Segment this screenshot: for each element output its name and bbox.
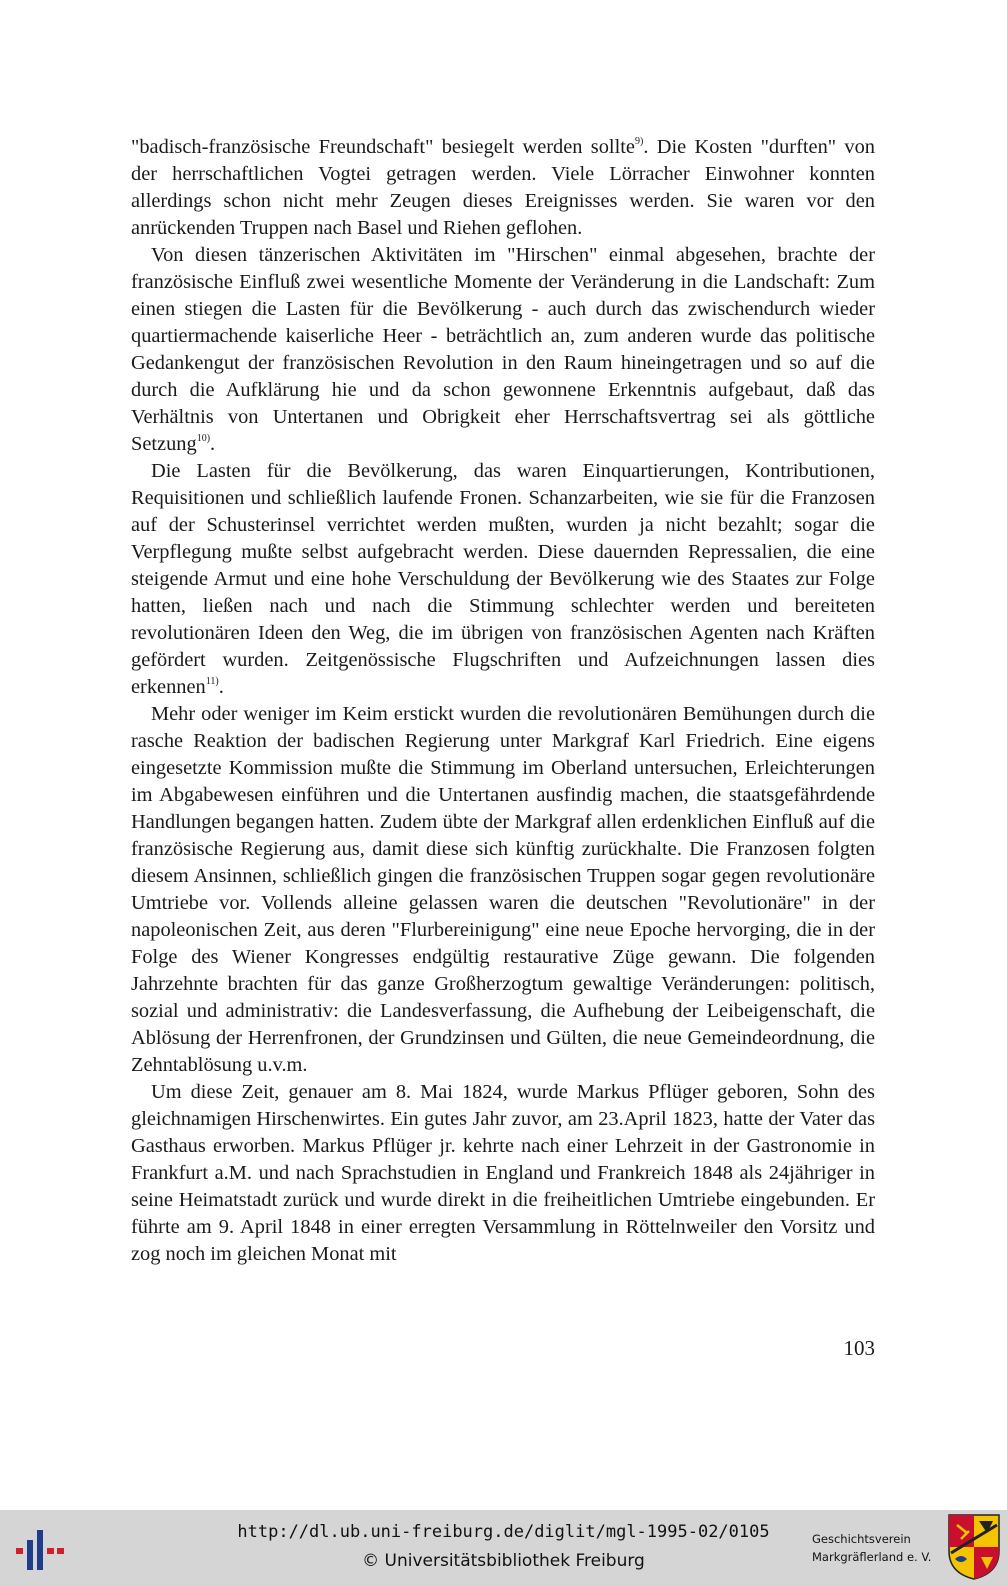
footer-bar — [0, 1510, 1007, 1585]
paragraph-text: . Die Kosten "durften" von der herrschaftlichen Vogtei getragen werden. Viele Lörracher Einwohner konnten allerdings schon nicht mehr Zeugen dieses Ereignisses werden. Sie waren vor den anrückenden Truppen nach Basel und Riehen geflohen. — [131, 136, 875, 239]
paragraph-text: Um diese Zeit, genauer am 8. Mai 1824, wurde Markus Pflüger geboren, Sohn des gleichnamigen Hirschenwirtes. Ein gutes Jahr zuvor, am 23.April 1823, hatte der Vater das Gasthaus erworben. Markus Pflüger jr. kehrte nach einer Lehrzeit in der Gastronomie in Frankfurt a.M. und nach Sprachstudien in England und Frankreich 1848 als 24jähriger in seine Heimatstadt zurück und wurde direkt in die freiheitlichen Umtriebe eingebunden. Er führte am 9. April 1848 in einer erregten Versammlung in Röttelnweiler den Vorsitz und zog noch im gleichen Monat mit — [131, 1081, 875, 1265]
paragraph-text: . — [218, 676, 224, 698]
paragraph-text: . — [210, 433, 216, 455]
paragraph-5 — [131, 1079, 875, 1268]
footer-url-link[interactable]: http://dl.ub.uni-freiburg.de/diglit/mgl-1995-02/0105 — [237, 1522, 770, 1542]
paragraph-text: "badisch-französische Freundschaft" besiegelt werden sollte — [131, 136, 635, 158]
footnote-ref-9: 9) — [634, 136, 644, 147]
paragraph-2 — [131, 242, 875, 458]
paragraph-3 — [131, 458, 875, 701]
society-line-2: Markgräflerland e. V. — [812, 1550, 932, 1564]
document-page — [131, 134, 875, 1268]
coat-of-arms-icon — [947, 1513, 1001, 1581]
footer-copyright: © Universitätsbibliothek Freiburg — [362, 1551, 645, 1571]
paragraph-4 — [131, 701, 875, 1079]
society-name — [812, 1530, 942, 1566]
footnote-ref-10: 10) — [196, 433, 211, 444]
footnote-ref-11: 11) — [205, 676, 219, 687]
paragraph-text: Von diesen tänzerischen Aktivitäten im "Hirschen" einmal abgesehen, brachte der französische Einfluß zwei wesentliche Momente der Veränderung in die Landschaft: Zum einen stiegen die Lasten für die Bevölkerung - auch durch das zwischendurch wieder quartiermachende kaiserliche Heer - beträchtlich an, zum anderen wurde das politische Gedankengut der französischen Revolution in den Raum hineingetragen und so auf die durch die Aufklärung hie und da schon gewonnene Erkenntnis aufgebaut, daß das Verhältnis von Untertanen und Obrigkeit eher Herrschaftsvertrag sei als göttliche Setzung — [131, 244, 875, 455]
page-number: 103 — [843, 1336, 875, 1360]
paragraph-text: Mehr oder weniger im Keim erstickt wurden die revolutionären Bemühungen durch die rasche Reaktion der badischen Regierung unter Markgraf Karl Friedrich. Eine eigens eingesetzte Kommission mußte die Stimmung im Oberland untersuchen, Erleichterungen im Abgabewesen einführen und die Untertanen ausfindig machen, die staatsgefährdende Handlungen begangen hatten. Zudem übte der Markgraf allen erdenklichen Einfluß auf die französische Regierung aus, damit diese sich künftig zurückhalte. Die Franzosen folgten diesem Ansinnen, schließlich gingen die französischen Truppen sogar gegen revolutionäre Umtriebe vor. Vollends alleine gelassen waren die deutschen "Revolutionäre" in der napoleonischen Zeit, aus deren "Flurbereinigung" eine neue Epoche hervorging, die in der Folge des Wiener Kongresses endgültig restaurative Züge gewann. Die folgenden Jahrzehnte brachten für das ganze Großherzogtum gewaltige Veränderungen: politisch, sozial und administrativ: die Landesverfassung, die Aufhebung der Leibeigenschaft, die Ablösung der Herrenfronen, der Grundzinsen und Gülten, die neue Gemeindeordnung, die Zehntablösung u.v.m. — [131, 703, 875, 1076]
paragraph-text: Die Lasten für die Bevölkerung, das waren Einquartierungen, Kontributionen, Requisitionen und schließlich laufende Fronen. Schanzarbeiten, wie sie für die Franzosen auf der Schusterinsel verrichtet werden mußten, wurden ja nicht bezahlt; sogar die Verpflegung mußte selbst aufgebracht werden. Diese dauernden Repressalien, die eine steigende Armut und eine hohe Verschuldung der Bevölkerung wie des Staates zur Folge hatten, ließen nach und nach die Stimmung schlechter werden und bereiteten revolutionären Ideen den Weg, die im übrigen von französischen Agenten nach Kräften gefördert wurden. Zeitgenössische Flugschriften und Aufzeichnungen lassen dies erkennen — [131, 460, 875, 698]
paragraph-1 — [131, 134, 875, 242]
society-line-1: Geschichtsverein — [812, 1532, 911, 1546]
